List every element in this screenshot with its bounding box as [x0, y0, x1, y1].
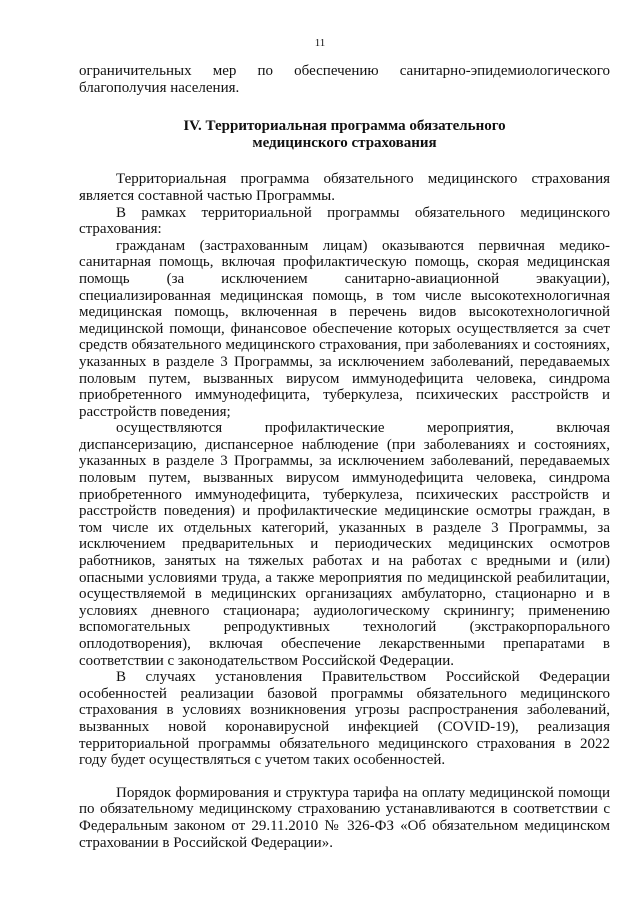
intro-paragraph: ограничительных мер по обеспечению санитарно-эпидемиологического благополучия населения.	[79, 63, 610, 96]
paragraph-preventive-measures: осуществляются профилактические мероприятия, включая диспансеризацию, диспансерное наблюдение (при заболеваниях и состояниях, указанных в разделе 3 Программы, за исключением заболеваний, передаваемых половым путем, вызванных вирусом иммунодефицита человека, синдрома приобретенного иммунодефицита, туберкулеза, психических расстройств и расстройств поведения) и профилактические медицинские осмотры граждан, в том числе их отдельных категорий, указанных в разделе 3 Программы, за исключением предварительных и периодических медицинских осмотров работников, занятых на тяжелых работах и на работах с вредными и (или) опасными условиями труда, а также мероприятия по медицинской реабилитации, осуществляемой в медицинских организациях амбулаторно, стационарно и в условиях дневного стационара; аудиологическому скринингу; применению вспомогательных репродуктивных технологий (экстракорпорального оплодотворения), включая обеспечение лекарственными препаратами в соответствии с законодательством Российской Федерации.	[79, 420, 610, 669]
paragraph-covid-particularities: В случаях установления Правительством Российской Федерации особенностей реализации базовой программы обязательного медицинского страхования в условиях возникновения угрозы распространения заболеваний, вызванных новой коронавирусной инфекцией (COVID-19), реализация территориальной программы обязательного медицинского страхования в 2022 году будет осуществляться с учетом таких особенностей.	[79, 669, 610, 769]
section-heading-line-1: IV. Территориальная программа обязательного	[183, 118, 506, 135]
page-number: 11	[314, 37, 326, 49]
paragraph-tariff-procedure: Порядок формирования и структура тарифа на оплату медицинской помощи по обязательному медицинскому страхованию устанавливаются в соответствии с Федеральным законом от 29.11.2010 № 326-ФЗ «Об обязательном медицинском страховании в Российской Федерации».	[79, 784, 610, 851]
section-heading-line-2: медицинского страхования	[252, 134, 437, 151]
paragraph-program-scope: В рамках территориальной программы обязательного медицинского страхования:	[79, 204, 610, 238]
section-heading	[79, 118, 610, 151]
paragraph-medical-care-provided: гражданам (застрахованным лицам) оказываются первичная медико-санитарная помощь, включая профилактическую помощь, скорая медицинская помощь (за исключением санитарно-авиационной эвакуации), специализированная медицинская помощь, в том числе высокотехнологичная медицинская помощь, включенная в перечень видов высокотехнологичной медицинской помощи, финансовое обеспечение которых осуществляется за счет средств обязательного медицинского страхования, при заболеваниях и состояниях, указанных в разделе 3 Программы, за исключением заболеваний, передаваемых половым путем, вызванных вирусом иммунодефицита человека, синдрома приобретенного иммунодефицита, туберкулеза, психических расстройств и расстройств поведения;	[79, 237, 610, 420]
document-body	[79, 63, 610, 851]
paragraph-program-composition: Территориальная программа обязательного медицинского страхования является составной частью Программы.	[79, 171, 610, 204]
